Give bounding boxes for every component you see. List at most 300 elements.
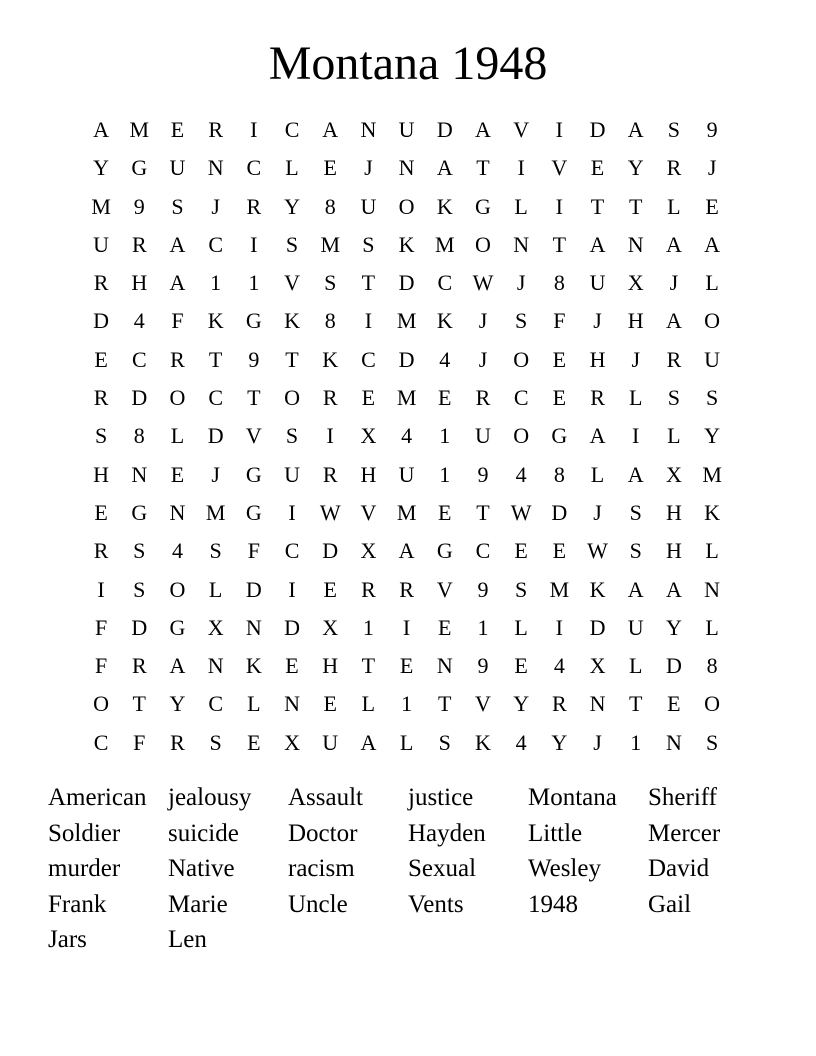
grid-letter: U [704,346,721,372]
grid-letter: I [288,499,296,525]
grid-letter: I [555,614,563,640]
grid-letter: L [705,270,719,296]
grid-letter: G [245,308,262,334]
grid-letter: E [399,653,414,679]
grid-letter: A [169,270,186,296]
grid-letter: A [360,729,377,755]
grid-letter: G [131,499,148,525]
grid-letter: K [704,499,721,525]
grid-letter: 4 [171,538,183,564]
page-title: Montana 1948 [268,37,548,90]
grid-letter: N [131,461,148,487]
grid-letter: T [628,691,643,717]
grid-letter: 4 [515,461,527,487]
grid-letter: L [590,461,605,487]
grid-letter: A [704,231,721,257]
grid-letter: A [169,231,186,257]
grid-letter: L [208,576,223,602]
grid-letter: S [629,538,642,564]
grid-letter: C [208,691,223,717]
grid-letter: D [245,576,262,602]
grid-letter: 8 [324,308,336,334]
grid-letter: I [632,423,640,449]
grid-letter: N [360,117,377,142]
grid-letter: R [399,576,414,602]
grid-letter: F [171,308,184,334]
grid-letter: I [402,614,411,640]
grid-letter: E [323,155,337,181]
word-list-item: Marie [168,890,228,918]
grid-letter: N [589,691,606,717]
grid-letter: A [169,653,186,679]
grid-letter: 1 [630,729,642,755]
grid-letter: T [208,346,223,372]
grid-letter: V [551,155,568,181]
grid-letter: I [517,155,525,181]
grid-letter: 4 [401,423,413,449]
grid-letter: S [515,576,528,602]
grid-letter: 8 [553,270,565,296]
grid-letter: A [589,231,606,257]
grid-letter: 1 [362,614,374,640]
grid-letter: L [514,614,528,640]
word-list-item: Jars [48,926,87,954]
grid-letter: D [284,614,300,640]
grid-letter: 8 [133,423,145,449]
grid-letter: G [436,538,453,564]
grid-letter: S [94,423,108,449]
grid-letter: E [247,729,261,755]
grid-letter: H [93,461,110,487]
grid-letter: S [362,231,375,257]
grid-letter: I [250,231,258,257]
grid-letter: C [284,117,300,142]
grid-letter: I [288,576,296,602]
grid-letter: H [322,653,339,679]
grid-letter: E [170,117,185,142]
word-list-item: Assault [288,784,363,811]
word-list-item: Sexual [408,855,477,883]
grid-letter: F [94,614,108,640]
grid-letter: R [666,155,682,181]
grid-letter: D [436,117,453,142]
grid-letter: L [667,423,681,449]
grid-letter: E [94,499,108,525]
grid-letter: N [436,653,453,679]
grid-letter: C [208,385,223,411]
grid-letter: G [245,461,262,487]
grid-letter: I [97,576,105,602]
grid-letter: X [665,461,682,487]
grid-letter: F [247,538,260,564]
grid-letter: A [93,117,110,142]
grid-letter: T [361,653,376,679]
grid-letter: A [322,117,339,142]
grid-letter: R [93,270,109,296]
grid-letter: S [133,576,146,602]
grid-letter: N [245,614,262,640]
grid-letter: R [361,576,376,602]
grid-letter: Y [169,691,186,717]
grid-letter: M [396,385,417,411]
grid-letter: K [284,308,300,334]
grid-letter: S [209,729,222,755]
grid-letter: 8 [706,653,718,679]
grid-letter: O [513,346,530,372]
grid-letter: L [667,193,681,219]
grid-letter: R [552,691,567,717]
grid-letter: 9 [706,117,718,142]
word-list-item: Little [528,819,583,847]
grid-letter: E [323,691,337,717]
grid-letter: R [475,385,491,411]
grid-letter: S [667,117,681,142]
grid-letter: A [627,117,644,142]
grid-letter: E [514,538,528,564]
grid-letter: T [476,155,490,181]
grid-letter: F [553,308,566,334]
grid-letter: O [475,231,491,257]
grid-letter: J [364,155,373,181]
grid-letter: C [131,346,147,372]
grid-letter: O [704,308,721,334]
grid-letter: L [705,614,719,640]
grid-letter: S [285,423,299,449]
grid-letter: W [587,538,608,564]
grid-letter: J [593,499,602,525]
grid-letter: 1 [248,270,260,296]
grid-letter: Y [513,691,530,717]
grid-letter: V [513,117,530,142]
grid-letter: T [438,691,452,717]
grid-letter: F [94,653,108,679]
grid-letter: I [326,423,334,449]
grid-letter: S [324,270,337,296]
grid-letter: Y [704,423,721,449]
grid-letter: 9 [477,653,489,679]
grid-letter: G [475,193,491,219]
grid-letter: U [398,461,415,487]
grid-letter: T [247,385,261,411]
grid-letter: C [437,270,453,296]
grid-letter: L [705,538,719,564]
grid-letter: K [398,231,415,257]
word-list-item: Soldier [48,819,121,847]
grid-letter: V [284,270,300,296]
grid-letter: E [590,155,605,181]
grid-letter: J [631,346,640,372]
grid-letter: 1 [439,461,451,487]
grid-letter: H [627,308,644,334]
grid-letter: R [590,385,605,411]
grid-letter: E [514,653,528,679]
word-list-item: justice [408,784,474,811]
grid-letter: R [322,461,338,487]
grid-letter: V [360,499,377,525]
grid-letter: A [665,576,682,602]
grid-letter: S [705,385,719,411]
grid-letter: X [627,270,644,296]
grid-letter: E [285,653,299,679]
grid-letter: T [132,691,146,717]
word-list-item: Gail [648,890,692,918]
grid-letter: T [552,231,567,257]
grid-letter: N [704,576,721,602]
word-list-item: Hayden [408,819,486,847]
grid-letter: V [436,576,453,602]
grid-letter: I [555,193,563,219]
grid-letter: O [284,385,300,411]
grid-letter: D [398,346,415,372]
word-list-item: Native [168,855,235,883]
grid-letter: U [589,270,606,296]
grid-letter: E [94,346,108,372]
grid-letter: C [513,385,529,411]
grid-letter: R [170,729,185,755]
word-list-item: jealousy [168,784,252,811]
grid-letter: N [627,231,644,257]
grid-letter: J [593,308,602,334]
grid-letter: 1 [439,423,451,449]
grid-letter: N [169,499,186,525]
grid-letter: Y [284,193,300,219]
grid-letter: O [704,691,721,717]
word-list-item: Wesley [528,855,601,883]
grid-letter: W [510,499,532,525]
grid-letter: L [628,385,643,411]
grid-letter: L [514,193,528,219]
grid-letter: M [702,461,722,487]
grid-letter: S [515,308,528,334]
grid-letter: M [435,231,455,257]
grid-letter: U [322,729,339,755]
grid-letter: G [551,423,568,449]
grid-letter: R [666,346,682,372]
grid-letter: 1 [477,614,489,640]
grid-letter: U [475,423,491,449]
grid-letter: A [665,308,682,334]
word-list-item: Montana [528,784,617,811]
grid-letter: A [589,423,606,449]
grid-letter: D [589,614,606,640]
grid-letter: C [93,729,109,755]
grid-letter: D [131,385,148,411]
grid-letter: U [360,193,377,219]
grid-letter: G [131,155,148,181]
grid-letter: 8 [324,193,336,219]
grid-letter: Y [627,155,644,181]
grid-letter: J [593,729,602,755]
grid-letter: R [208,117,223,142]
grid-letter: N [207,155,224,181]
word-list-item: Mercer [648,819,721,847]
grid-letter: I [364,308,373,334]
word-list-item: racism [288,855,355,883]
grid-letter: N [207,653,224,679]
word-list-item: David [648,855,710,883]
grid-letter: K [207,308,224,334]
grid-letter: O [398,193,415,219]
grid-letter: A [475,117,491,142]
word-list-item: murder [48,855,121,883]
grid-letter: D [93,308,110,334]
grid-letter: C [284,538,300,564]
word-list [48,780,768,958]
grid-letter: X [360,538,377,564]
grid-letter: H [665,538,682,564]
grid-letter: R [170,346,185,372]
grid-letter: J [211,193,220,219]
grid-letter: E [552,385,567,411]
grid-letter: U [169,155,186,181]
grid-letter: D [551,499,568,525]
grid-letter: G [169,614,186,640]
grid-letter: K [475,729,491,755]
grid-letter: O [93,691,110,717]
word-list-item: Doctor [288,819,358,847]
grid-letter: J [478,346,488,372]
grid-letter: C [475,538,491,564]
grid-letter: K [436,193,453,219]
grid-letter: E [170,461,185,487]
grid-letter: L [628,653,643,679]
grid-letter: R [131,653,147,679]
grid-letter: G [245,499,262,525]
grid-letter: T [285,346,299,372]
grid-letter: C [246,155,262,181]
grid-letter: E [438,614,452,640]
grid-letter: M [396,499,417,525]
grid-letter: M [549,576,570,602]
grid-letter: F [133,729,146,755]
grid-letter: N [398,155,415,181]
grid-letter: E [438,385,452,411]
grid-letter: J [478,308,488,334]
word-list-item: 1948 [528,890,578,918]
grid-letter: I [555,117,563,142]
grid-letter: D [398,270,415,296]
grid-letter: K [245,653,262,679]
grid-letter: Y [93,155,110,181]
grid-letter: E [438,499,452,525]
grid-letter: X [284,729,300,755]
grid-letter: S [171,193,184,219]
grid-letter: S [209,538,222,564]
grid-letter: S [285,231,299,257]
grid-letter: 9 [477,461,489,487]
word-list-item: Vents [408,890,464,918]
grid-letter: W [472,270,494,296]
grid-letter: O [169,576,186,602]
grid-letter: T [476,499,490,525]
grid-letter: 4 [515,729,527,755]
grid-letter: O [513,423,530,449]
word-list-item: Sheriff [648,784,717,811]
grid-letter: U [93,231,110,257]
grid-letter: A [627,576,644,602]
grid-letter: U [627,614,644,640]
grid-letter: 1 [210,270,222,296]
grid-letter: Y [551,729,568,755]
grid-letter: 4 [439,346,451,372]
grid-letter: S [438,729,451,755]
grid-letter: 4 [553,653,565,679]
grid-letter: 1 [401,691,413,717]
word-list-item: Frank [48,890,107,918]
grid-letter: M [129,117,150,142]
grid-letter: U [284,461,300,487]
grid-letter: A [436,155,453,181]
grid-letter: X [322,614,339,640]
grid-letter: 9 [133,193,145,219]
grid-letter: E [323,576,337,602]
grid-letter: E [552,346,567,372]
grid-letter: L [399,729,414,755]
grid-letter: L [285,155,299,181]
grid-letter: D [131,614,148,640]
grid-letter: N [665,729,682,755]
grid-letter: J [707,155,717,181]
grid-letter: S [667,385,681,411]
grid-letter: O [169,385,186,411]
grid-letter: K [436,308,453,334]
grid-letter: C [208,231,223,257]
grid-letter: C [361,346,376,372]
grid-letter: X [207,614,224,640]
grid-letter: V [475,691,491,717]
grid-letter: I [250,117,258,142]
grid-letter: X [589,653,606,679]
grid-letter: J [211,461,220,487]
grid-letter: T [590,193,605,219]
grid-letter: H [360,461,377,487]
grid-letter: H [131,270,148,296]
grid-letter: L [170,423,185,449]
grid-letter: J [669,270,679,296]
grid-letter: D [665,653,682,679]
grid-letter: M [396,308,417,334]
grid-letter: J [516,270,526,296]
grid-letter: E [552,538,567,564]
word-list-item: suicide [168,819,239,847]
grid-letter: U [398,117,415,142]
grid-letter: D [589,117,606,142]
grid-letter: N [284,691,300,717]
grid-letter: A [398,538,415,564]
word-list-item: Len [168,926,207,954]
grid-letter: H [589,346,606,372]
grid-letter: E [361,385,376,411]
grid-letter: S [133,538,146,564]
grid-letter: S [629,499,642,525]
grid-letter: L [247,691,261,717]
grid-letter: R [246,193,262,219]
grid-letter: K [589,576,606,602]
word-list-item: American [48,784,147,811]
grid-letter: R [131,231,147,257]
grid-letter: E [705,193,719,219]
grid-letter: T [361,270,376,296]
grid-letter: 8 [553,461,565,487]
grid-letter: L [361,691,376,717]
grid-letter: R [322,385,338,411]
grid-letter: M [91,193,111,219]
grid-letter: H [665,499,682,525]
grid-letter: K [322,346,339,372]
grid-letter: Y [665,614,682,640]
grid-letter: 4 [133,308,145,334]
grid-letter: M [205,499,226,525]
